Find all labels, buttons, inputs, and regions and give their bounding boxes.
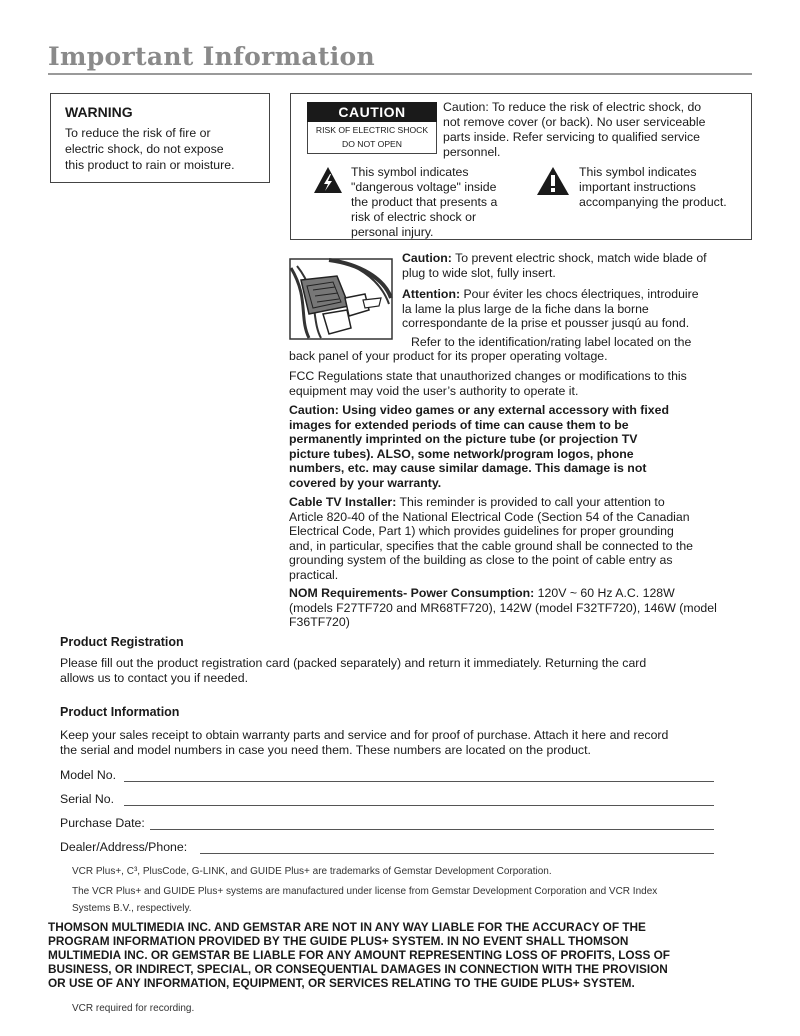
license-note: The VCR Plus+ and GUIDE Plus+ systems are manufactured under license from Gemstar Development Corporation and VCR Index Systems B.V., respectively.	[72, 886, 658, 914]
model-no-field[interactable]	[124, 781, 714, 782]
purchase-date-label: Purchase Date:	[60, 816, 145, 830]
dangerous-voltage-text: This symbol indicates "dangerous voltage" inside the product that presents a risk of electric shock or personal injury.	[351, 165, 498, 239]
product-registration-text: Please fill out the product registration card (packed separately) and return it immediately. Returning the card allows us to contact you if needed.	[60, 656, 647, 685]
plug-caution: Caution: To prevent electric shock, match wide blade of plug to wide slot, fully insert.	[402, 251, 707, 280]
title-rule	[48, 73, 752, 75]
important-instructions-text: This symbol indicates important instructions accompanying the product.	[579, 165, 727, 209]
serial-no-label: Serial No.	[60, 792, 114, 806]
page-title: Important Information	[48, 42, 375, 71]
caution-label-line2: DO NOT OPEN	[341, 139, 402, 149]
refer-label-line2: back panel of your product for its proper operating voltage.	[289, 349, 608, 363]
lightning-triangle-icon	[313, 166, 343, 194]
polarized-plug-icon	[289, 258, 393, 340]
caution-text: Caution: To reduce the risk of electric shock, do not remove cover (or back). No user serviceable parts inside. Refer servicing to qualified service personnel.	[443, 100, 706, 159]
product-registration-heading: Product Registration	[60, 635, 184, 649]
video-games-caution: Caution: Using video games or any external accessory with fixed images for extended periods of time can cause them to be permanently imprinted on the picture tube (or projection TV picture tubes). ALSO, some network/program logos, phone numbers, etc. may cause similar damage. This damage is not covered by your warranty.	[289, 403, 669, 490]
exclamation-triangle-icon	[536, 166, 570, 196]
model-no-label: Model No.	[60, 768, 117, 782]
caution-label-line1: RISK OF ELECTRIC SHOCK	[315, 125, 429, 135]
plug-attention: Attention: Pour éviter les chocs électriques, introduire la lame la plus large de la fiche dans la borne correspondante de la prise et pousser jusqú au fond.	[402, 287, 699, 330]
serial-no-field[interactable]	[124, 805, 714, 806]
liability-disclaimer: THOMSON MULTIMEDIA INC. AND GEMSTAR ARE NOT IN ANY WAY LIABLE FOR THE ACCURACY OF THE PROGRAM INFORMATION PROVIDED BY THE GUIDE PLUS+ SYSTEM. IN NO EVENT SHALL THOMSON MULTIMEDIA INC. OR GEMSTAR BE LIABLE FOR ANY AMOUNT REPRESENTING LOSS OF PROFITS, LOSS OF BUSINESS, OR INDIRECT, SPECIAL, OR CONSEQUENTIAL DAMAGES IN CONNECTION WITH THE PROVISION OR USE OF ANY INFORMATION, EQUIPMENT, OR SERVICES RELATING TO THE GUIDE PLUS+ SYSTEM.	[48, 920, 670, 990]
nom-requirements: NOM Requirements- Power Consumption: 120V ~ 60 Hz A.C. 128W (models F27TF720 and MR68TF720), 142W (model F32TF720), 146W (model F36TF720)	[289, 586, 717, 629]
refer-label-line1: Refer to the identification/rating label located on the	[411, 335, 692, 349]
product-information-text: Keep your sales receipt to obtain warranty parts and service and for proof of purchase. Attach it here and record the serial and model numbers in case you need them. These numbers are located on the product.	[60, 728, 669, 757]
warning-text: To reduce the risk of fire or electric shock, do not expose this product to rain or moisture.	[65, 126, 235, 172]
trademark-note: VCR Plus+, C³, PlusCode, G-LINK, and GUIDE Plus+ are trademarks of Gemstar Development Corporation.	[72, 866, 552, 877]
warning-heading: WARNING	[65, 104, 133, 120]
cable-installer-paragraph: Cable TV Installer: This reminder is provided to call your attention to Article 820-40 of the National Electrical Code (Section 54 of the Canadian Electrical Code, Part 1) which provides guidelines for proper grounding and, in particular, specifies that the cable ground shall be connected to the grounding system of the building as close to the point of cable entry as practical.	[289, 495, 694, 582]
dealer-field[interactable]	[200, 853, 714, 854]
fcc-paragraph: FCC Regulations state that unauthorized changes or modifications to this equipment may void the user’s authority to operate it.	[289, 369, 687, 398]
caution-label-heading: CAUTION	[307, 102, 437, 122]
product-information-heading: Product Information	[60, 705, 180, 719]
purchase-date-field[interactable]	[150, 829, 714, 830]
dealer-label: Dealer/Address/Phone:	[60, 840, 188, 854]
footer-note: VCR required for recording.	[72, 1003, 195, 1014]
